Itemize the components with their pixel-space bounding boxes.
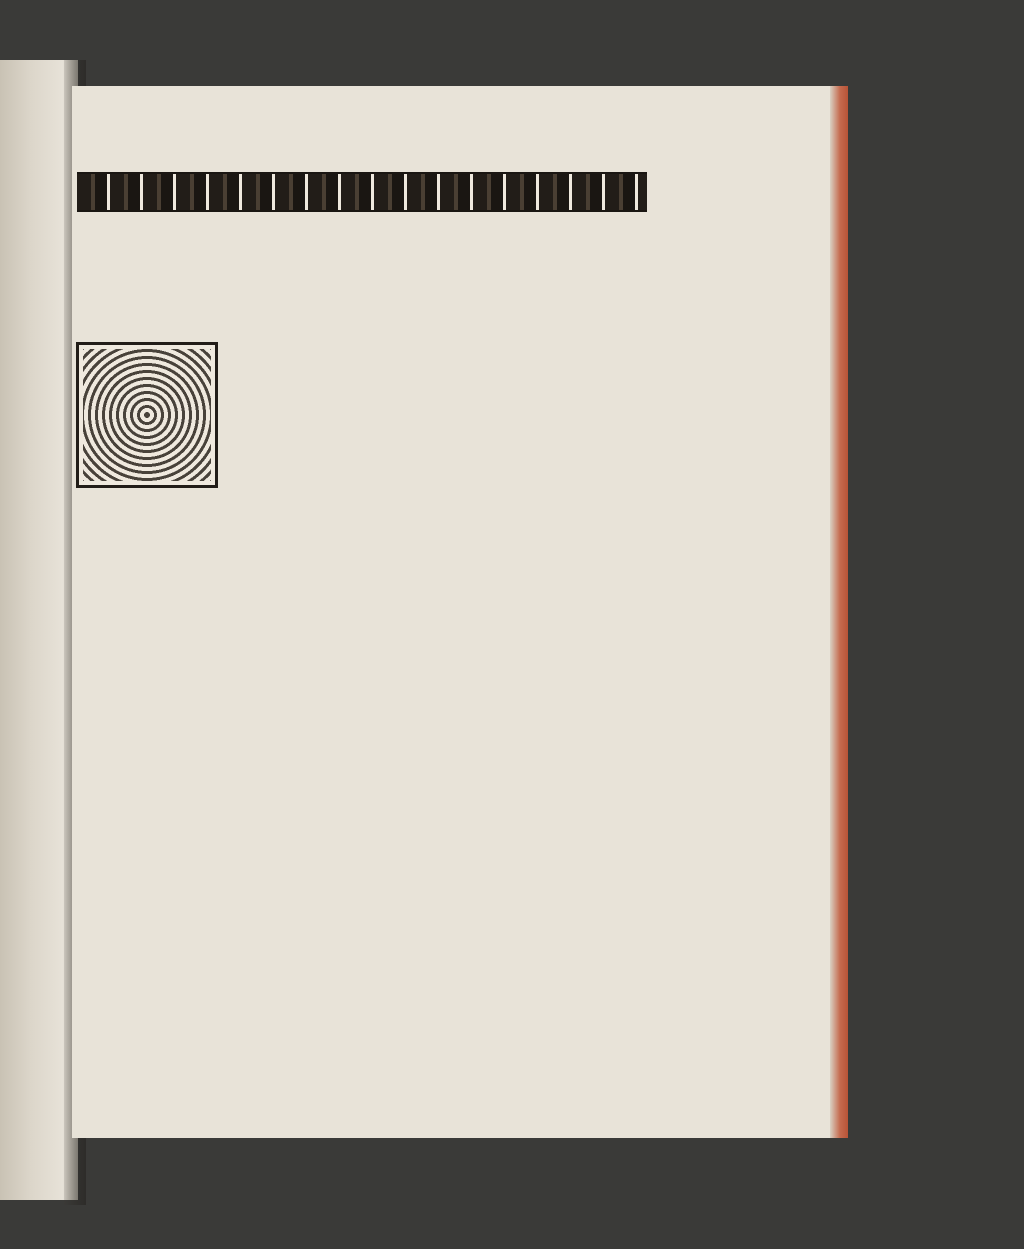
- book-page: [72, 86, 842, 1138]
- page-edge: [830, 86, 848, 1138]
- decorated-initial: [76, 342, 218, 488]
- ornamental-band: [77, 172, 647, 212]
- initial-ornament: [83, 349, 211, 481]
